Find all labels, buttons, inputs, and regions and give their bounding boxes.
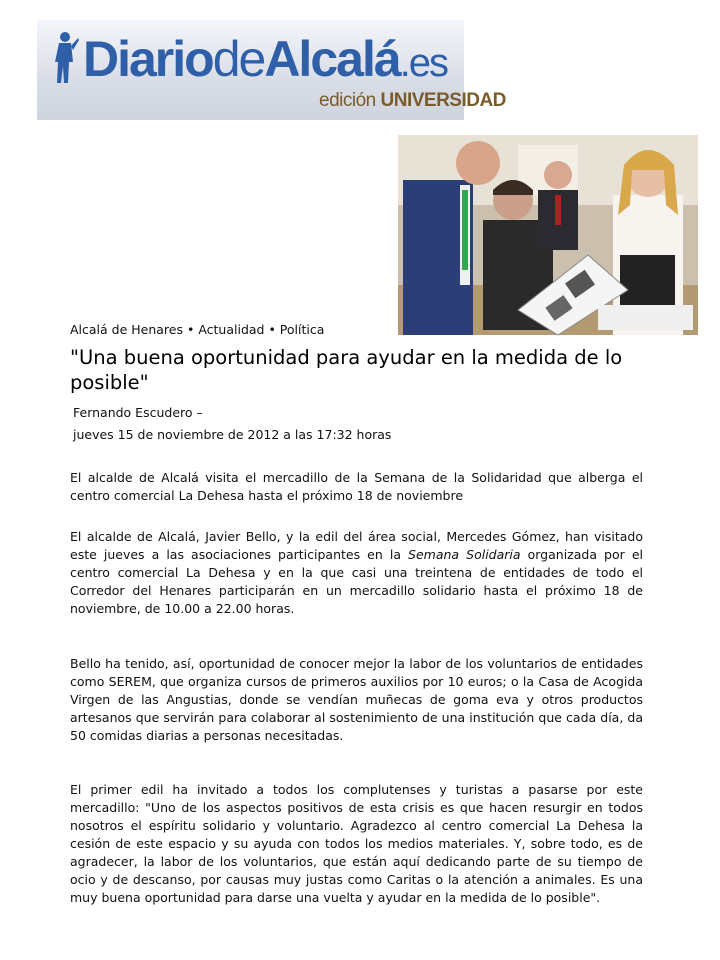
article-author: Fernando Escudero – <box>73 405 203 420</box>
paragraph-italic-text: Semana Solidaria <box>408 547 521 562</box>
article-photo <box>398 135 698 335</box>
edition-label: edición UNIVERSIDAD <box>319 90 506 111</box>
site-masthead[interactable] <box>37 20 506 120</box>
paragraph-text: organizada por el centro comercial La Dehesa y en la que casi una treintena de entidades de todo el Corredor del Henares participarán en un mercadillo solidario hasta el próximo 18 de noviembre, de 10.00 a 22.00 horas. <box>70 547 643 616</box>
article-lead: El alcalde de Alcalá visita el mercadillo de la Semana de la Solidaridad que alberga el centro comercial La Dehesa hasta el próximo 18 de noviembre <box>70 470 643 503</box>
article-paragraph: Bello ha tenido, así, oportunidad de conocer mejor la labor de los voluntarios de entidades como SEREM, que organiza cursos de primeros auxilios por 10 euros; o la Casa de Acogida Virgen de las Angustias, donde se vendían muñecas de goma eva y otros productos artesanos que servirán para colaborar al sostenimiento de una institución que cada día, da 50 comidas diarias a personas necesitadas. <box>70 656 643 743</box>
article-date: jueves 15 de noviembre de 2012 a las 17:32 horas <box>73 427 392 442</box>
section-breadcrumb[interactable]: Alcalá de Henares • Actualidad • Política <box>70 322 325 337</box>
paragraph-text: El alcalde de Alcalá, Javier Bello, y la edil del área social, Mercedes Gómez, han visitado este jueves a las asociaciones participantes en la <box>70 529 643 562</box>
article-paragraph <box>70 528 643 618</box>
photo-illustration <box>398 135 698 335</box>
article-paragraph: El primer edil ha invitado a todos los complutenses y turistas a pasarse por este mercadillo: "Uno de los aspectos positivos de esta crisis es que hacen resurgir en todos nosotros el espíritu solidario y voluntario. Agradezco al centro comercial La Dehesa la cesión de este espacio y su ayuda con todos los medios materiales. Y, sobre todo, es de agradecer, la labor de los voluntarios, que están aquí dedicando parte de su tiempo de ocio y de descanso, por causas muy justas como Caritas o la atención a animales. Es una muy buena oportunidad para darse una vuelta y ayudar en la medida de lo posible". <box>70 782 643 905</box>
site-logo: DiariodeAlcalá.es <box>83 31 448 87</box>
knight-figure-icon <box>49 28 79 88</box>
article-headline: "Una buena oportunidad para ayudar en la medida de lo posible" <box>70 346 623 394</box>
